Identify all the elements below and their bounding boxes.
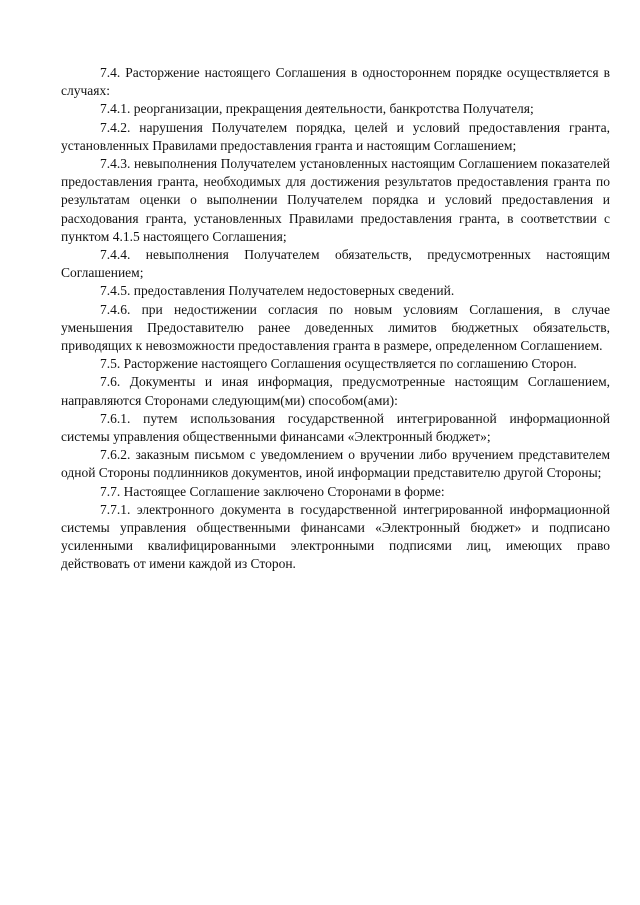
paragraph-7-4-3: 7.4.3. невыполнения Получателем установленных настоящим Соглашением показателей предоставления гранта, необходимых для достижения результатов предоставления гранта по результатам оценки о выполнении Получателем порядка и условий предоставления и расходования гранта, установленных Правилами предоставления гранта, в соответствии с пунктом 4.1.5 настоящего Соглашения;: [61, 156, 610, 244]
paragraph-7-6: 7.6. Документы и иная информация, предусмотренные настоящим Соглашением, направляются Сторонами следующим(ми) способом(ами):: [61, 374, 610, 408]
paragraph-7-4-4: 7.4.4. невыполнения Получателем обязательств, предусмотренных настоящим Соглашением;: [61, 247, 610, 281]
paragraph-7-4: 7.4. Расторжение настоящего Соглашения в одностороннем порядке осуществляется в случаях:: [61, 65, 610, 99]
paragraph-7-5: 7.5. Расторжение настоящего Соглашения осуществляется по соглашению Сторон.: [100, 356, 577, 372]
paragraph-7-7: 7.7. Настоящее Соглашение заключено Сторонами в форме:: [100, 483, 445, 499]
paragraph-7-4-2: 7.4.2. нарушения Получателем порядка, целей и условий предоставления гранта, установленных Правилами предоставления гранта и настоящим Соглашением;: [61, 119, 610, 153]
paragraph-7-7-1: 7.7.1. электронного документа в государственной интегрированной информационной системы управления общественными финансами «Электронный бюджет» и подписано усиленными квалифицированными электронными подписями лиц, имеющих право действовать от имени каждой из Сторон.: [61, 501, 610, 572]
document-body: [61, 64, 610, 574]
paragraph-7-4-6: 7.4.6. при недостижении согласия по новым условиям Соглашения, в случае уменьшения Предоставителю ранее доведенных лимитов бюджетных обязательств, приводящих к невозможности предоставления гранта в размере, определенном Соглашением.: [61, 301, 610, 354]
paragraph-7-4-1: 7.4.1. реорганизации, прекращения деятельности, банкротства Получателя;: [100, 101, 534, 117]
paragraph-7-4-5: 7.4.5. предоставления Получателем недостоверных сведений.: [100, 283, 455, 299]
paragraph-7-6-2: 7.6.2. заказным письмом с уведомлением о вручении либо вручением представителем одной Стороны подлинников документов, иной информации представителю другой Стороны;: [61, 447, 610, 481]
paragraph-7-6-1: 7.6.1. путем использования государственной интегрированной информационной системы управления общественными финансами «Электронный бюджет»;: [61, 410, 610, 445]
